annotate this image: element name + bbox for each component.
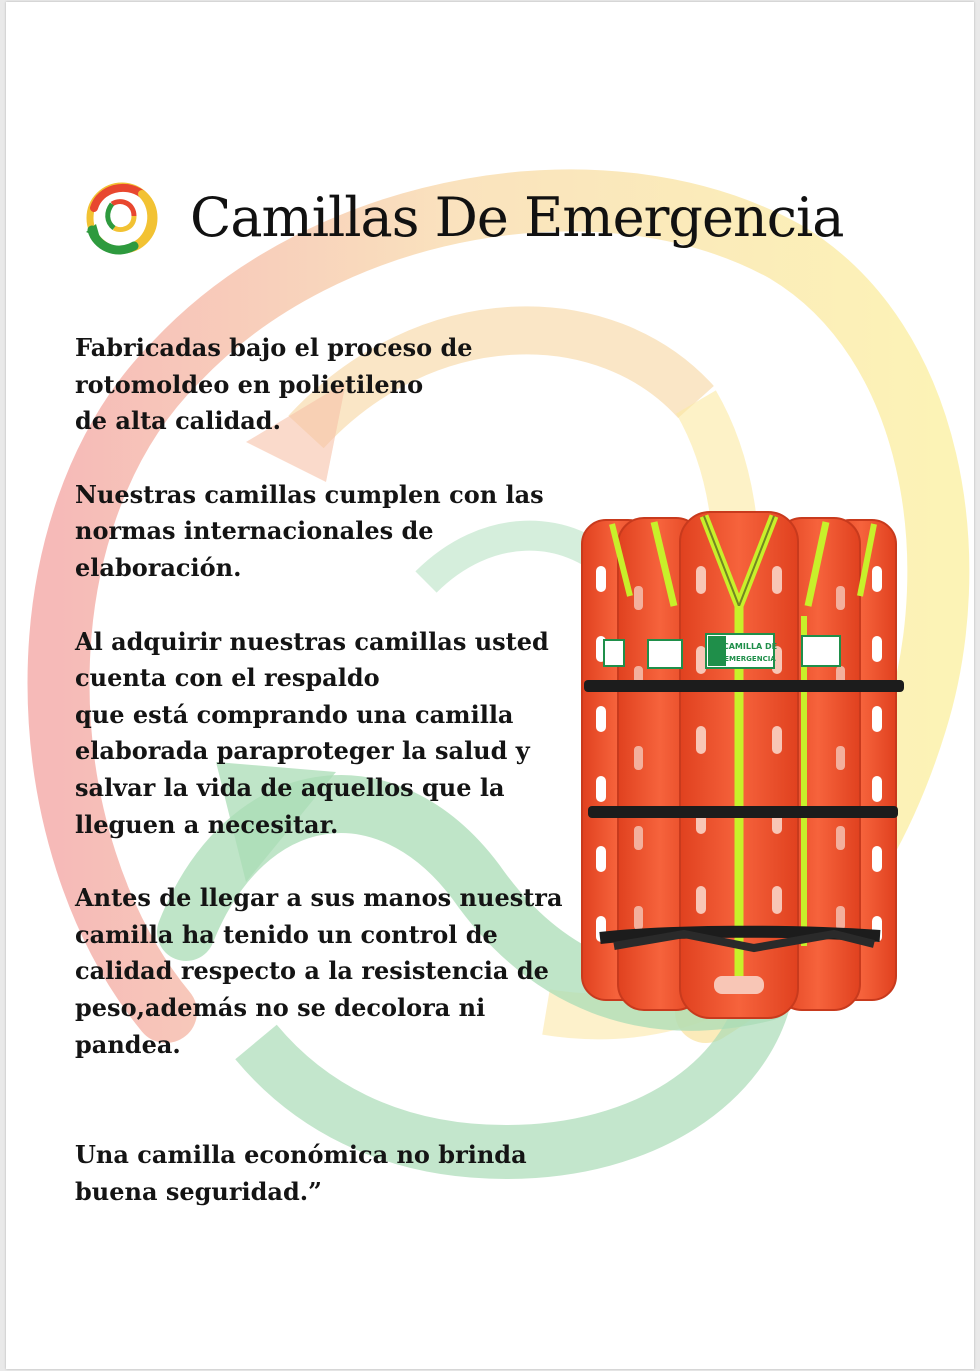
text-line: buena seguridad.”: [75, 1176, 322, 1206]
text-line: calidad respecto a la resistencia de: [75, 956, 549, 986]
text-line: Una camilla económica no brinda: [75, 1140, 527, 1170]
text-line: elaborada paraproteger la salud y: [75, 736, 530, 766]
stretcher-label-small-left: [648, 640, 682, 668]
text-line: Fabricadas bajo el proceso de: [75, 333, 473, 362]
header: [82, 172, 942, 272]
text-line: pandea.: [75, 1029, 181, 1059]
body-text: [75, 330, 575, 1210]
text-line: peso,además no se decolora ni: [75, 992, 486, 1022]
stretcher-label-line1: CAMILLA DE: [722, 642, 778, 651]
text-line: salvar la vida de aquellos que la: [75, 772, 505, 802]
stretcher-label: [706, 634, 777, 668]
stretcher-stack-image: [574, 506, 904, 1026]
text-line: de alta calidad.: [75, 406, 281, 436]
stretcher-label-small-far-left: [604, 640, 624, 666]
text-line: lleguen a necesitar.: [75, 809, 339, 839]
text-line: que está comprando una camilla: [75, 699, 514, 729]
stretcher-label-small-right: [802, 636, 840, 666]
text-line: Nuestras camillas cumplen con las: [75, 479, 544, 509]
paragraph-standards: [75, 477, 575, 587]
text-line: cuenta con el respaldo: [75, 663, 380, 693]
text-line: Antes de llegar a sus manos nuestra: [75, 883, 563, 913]
text-line: elaboración.: [75, 552, 242, 582]
paragraph-closing-quote: [75, 1137, 575, 1210]
tricolor-swirl-logo-icon: [82, 174, 162, 264]
page-title: Camillas De Emergencia: [190, 186, 844, 249]
text-line: rotomoldeo en polietileno: [75, 369, 424, 399]
paragraph-backing: [75, 624, 575, 844]
paragraph-quality-control: [75, 880, 575, 1063]
text-line: Al adquirir nuestras camillas usted: [75, 626, 549, 656]
paragraph-manufacturing: [75, 330, 575, 440]
stretcher-label-line2: EMERGENCIA: [724, 655, 776, 663]
text-line: camilla ha tenido un control de: [75, 919, 498, 949]
flyer-page: [6, 2, 974, 1369]
text-line: normas internacionales de: [75, 516, 434, 546]
